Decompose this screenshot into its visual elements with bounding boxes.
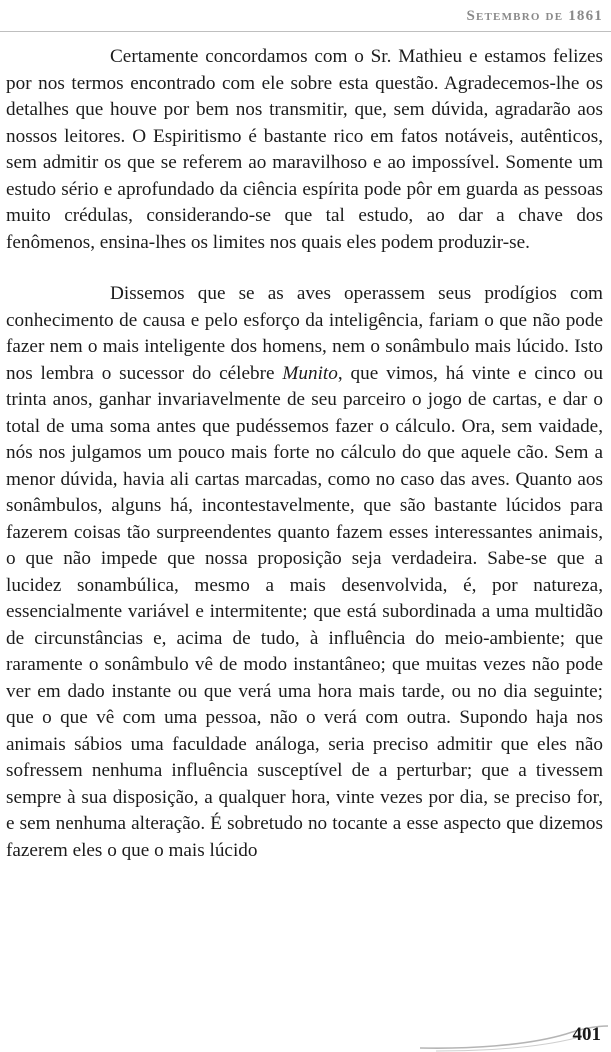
header-divider <box>0 31 611 32</box>
paragraph-1: Certamente concordamos com o Sr. Mathieu e estamos felizes por nos termos encontrado com ele sobre esta questão. Agradecemos-lhe os detalhes que houve por bem nos transmitir, que, sem dúvida, agradarão aos nossos leitores. O Espiritismo é bastante rico em fatos notáveis, autênticos, sem admitir os que se referem ao maravilhoso e ao impossível. Somente um estudo sério e aprofundado da ciência espírita pode pôr em guarda as pessoas muito crédulas, considerando-se que tal estudo, ao dar a chave dos fenômenos, ensina-lhes os limites nos quais eles podem produzir-se. <box>6 46 603 253</box>
paragraph-2-italic-name: Munito <box>282 362 338 384</box>
paragraph-2-rest: , que vimos, há vinte e cinco ou trinta anos, ganhar invariavelmente de seu parceiro o jogo de cartas, e dar o total de uma soma antes que pudéssemos fazer o cálculo. Ora, sem vaidade, nós nos julgamos um pouco mais forte no cálculo do que aquele cão. Sem a menor dúvida, havia ali cartas marcadas, como no caso das aves. Quanto aos sonâmbulos, alguns há, incontestavelmente, que são bastante lúcidos para fazerem coisas tão surpreendentes quanto fazem esses interessantes animais, o que não impede que nossa proposição seja verdadeira. Sabe-se que a lucidez sonambúlica, mesmo a mais desenvolvida, é, por natureza, essencialmente variável e intermitente; que está subordinada a uma multidão de circunstâncias e, acima de tudo, à influência do meio-ambiente; que raramente o sonâmbulo vê de modo instantâneo; que muitas vezes não pode ver em dado instante ou que verá uma hora mais tarde, ou no dia seguinte; que o que vê com uma pessoa, não o verá com outra. Supondo haja nos animais sábios uma faculdade análoga, seria preciso admitir que eles não sofressem nenhuma influência susceptível de a perturbar; que a tivessem sempre à sua disposição, a qualquer hora, vinte vezes por dia, se preciso for, e sem nenhuma alteração. É sobretudo no tocante a esse aspecto que dizemos fazerem eles o que o mais lúcido <box>6 362 603 861</box>
paragraph-2 <box>6 281 603 864</box>
running-header: Setembro de 1861 <box>466 8 603 24</box>
page-body <box>6 44 603 864</box>
page-number: 401 <box>572 1024 601 1045</box>
paragraph-2-start: Dissemos que se as aves operassem seus prodígios com conhecimento de causa e pelo esforço da inteligência, fariam o que não pode fazer nem o mais inteligente dos homens, nem o sonâmbulo mais lúcido. Isto nos lembra o sucessor do célebre <box>6 283 603 384</box>
